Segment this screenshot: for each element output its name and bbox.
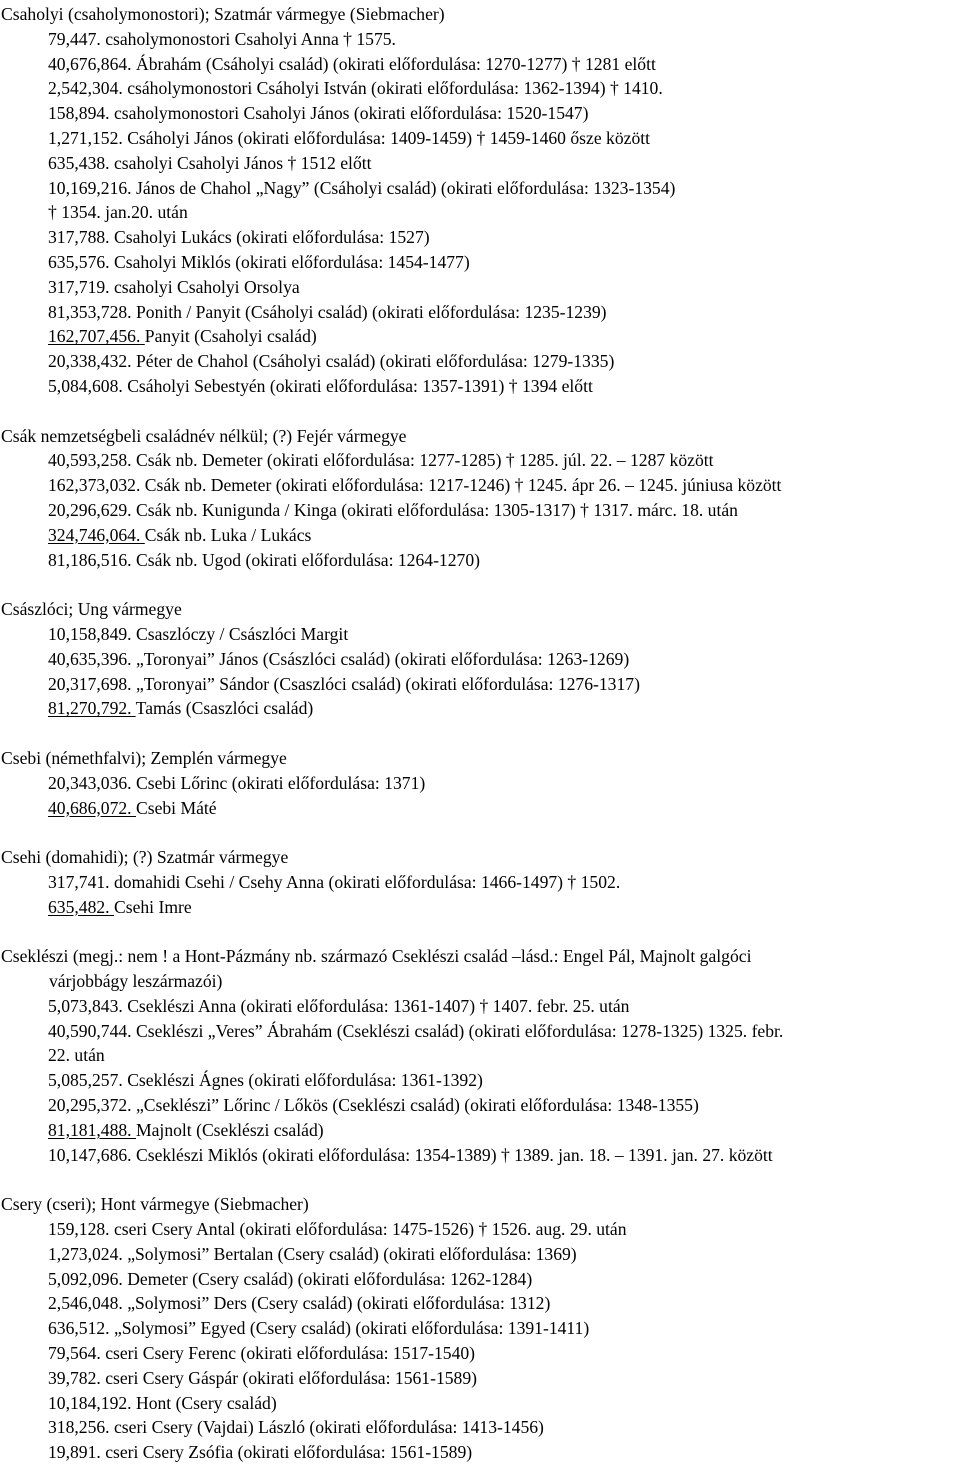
entry-lead <box>48 1417 114 1437</box>
ancestor-entry <box>0 523 960 548</box>
ancestor-number: 40,590,744. <box>48 1020 132 1041</box>
ancestor-number: 81,270,792. <box>48 698 132 719</box>
ancestor-number: 40,676,864. <box>48 53 132 74</box>
ancestor-text: Csebi Máté <box>135 797 217 818</box>
ancestor-entry <box>0 349 960 374</box>
entry-lead <box>48 351 136 371</box>
entry-lead <box>48 1070 127 1090</box>
ancestor-entry <box>0 448 960 473</box>
ancestor-number: 159,128. <box>48 1219 110 1240</box>
ancestor-number: 79,564. <box>48 1343 101 1364</box>
ancestor-number: 2,546,048. <box>48 1293 123 1314</box>
ancestor-number: 20,343,036. <box>48 772 132 793</box>
ancestor-text: Majnolt (Cseklészi család) <box>135 1119 324 1140</box>
family-section <box>0 424 960 573</box>
ancestor-text: Ábrahám (Csáholyi család) (okirati előfordulása: 1270-1277) † 1281 előtt <box>135 53 656 74</box>
entry-lead <box>48 1244 127 1264</box>
family-heading-text: Csebi (némethfalvi); Zemplén vármegye <box>1 747 287 768</box>
ancestor-text: Péter de Chahol (Csáholyi család) (okirati előfordulása: 1279-1335) <box>135 351 615 372</box>
ancestor-entry <box>0 548 960 573</box>
family-section <box>0 2 960 399</box>
ancestor-text: „Cseklészi” Lőrinc / Lőkös (Cseklészi család) (okirati előfordulása: 1348-1355) <box>135 1095 699 1116</box>
ancestor-text: cseri Csery Gáspár (okirati előfordulása: 1561-1589) <box>105 1367 477 1388</box>
entry-lead <box>48 872 114 892</box>
ancestor-entry <box>0 1019 960 1069</box>
entry-lead <box>48 54 136 74</box>
ancestor-text: Csaszlóczy / Császlóci Margit <box>135 623 349 644</box>
ancestor-entry <box>0 870 960 895</box>
entry-lead <box>48 624 136 644</box>
ancestor-number: 5,073,843. <box>48 995 123 1016</box>
entry-lead <box>48 674 136 694</box>
entry-lead <box>48 1120 136 1140</box>
entry-lead <box>48 1269 127 1289</box>
entry-lead <box>48 1145 136 1165</box>
ancestor-entry <box>0 300 960 325</box>
ancestor-number: 79,447. <box>48 28 101 49</box>
ancestor-text: Cseklészi Ágnes (okirati előfordulása: 1361-1392) <box>127 1070 483 1091</box>
ancestor-entry <box>0 1093 960 1118</box>
ancestor-text: „Toronyai” János (Császlóci család) (okirati előfordulása: 1263-1269) <box>135 648 630 669</box>
ancestor-text: Csáholyi János (okirati előfordulása: 1409-1459) † 1459-1460 ősze között <box>127 127 651 148</box>
ancestor-text: Csák nb. Ugod (okirati előfordulása: 1264-1270) <box>135 549 480 570</box>
ancestor-text-continuation: 22. után <box>48 1045 105 1066</box>
ancestor-text: Ponith / Panyit (Csáholyi család) (okirati előfordulása: 1235-1239) <box>135 301 607 322</box>
entry-lead <box>48 302 136 322</box>
ancestor-entry <box>0 895 960 920</box>
ancestor-text: cseri Csery Antal (okirati előfordulása: 1475-1526) † 1526. aug. 29. után <box>113 1219 627 1240</box>
ancestor-entry <box>0 250 960 275</box>
ancestor-entry <box>0 101 960 126</box>
ancestor-number: 19,891. <box>48 1442 101 1463</box>
entry-lead <box>48 698 136 718</box>
entry-lead <box>48 1021 136 1041</box>
entry-lead <box>48 525 145 545</box>
ancestor-entry <box>0 1217 960 1242</box>
family-heading <box>0 424 960 449</box>
ancestor-text: csáholymonostori Csáholyi István (okirati előfordulása: 1362-1394) † 1410. <box>127 78 663 99</box>
ancestor-number: 162,707,456. <box>48 326 141 347</box>
ancestor-number: 5,085,257. <box>48 1070 123 1091</box>
ancestor-text: Cseklészi „Veres” Ábrahám (Cseklészi család) (okirati előfordulása: 1278-1325) 1325. febr. <box>135 1020 784 1041</box>
entry-lead <box>48 996 127 1016</box>
ancestor-text: „Solymosi” Bertalan (Csery család) (okirati előfordulása: 1369) <box>127 1243 577 1264</box>
ancestor-entry <box>0 1068 960 1093</box>
family-heading-text: Csák nemzetségbeli családnév nélkül; (?) Fejér vármegye <box>1 425 407 446</box>
ancestor-entry <box>0 151 960 176</box>
ancestor-entry <box>0 672 960 697</box>
entry-lead <box>48 798 136 818</box>
entry-lead <box>48 1293 127 1313</box>
ancestor-text: Hont (Csery család) <box>135 1392 277 1413</box>
ancestor-entry <box>0 1341 960 1366</box>
entry-lead <box>48 773 136 793</box>
ancestor-entry <box>0 498 960 523</box>
ancestor-entry <box>0 696 960 721</box>
entry-lead <box>48 1343 105 1363</box>
ancestor-entry <box>0 1143 960 1168</box>
ancestor-number: 317,788. <box>48 227 110 248</box>
entry-lead <box>48 103 114 123</box>
ancestor-number: 635,482. <box>48 896 110 917</box>
family-heading <box>0 845 960 870</box>
ancestor-text: csaholyi Csaholyi Orsolya <box>113 276 300 297</box>
ancestor-entry <box>0 994 960 1019</box>
family-section <box>0 845 960 919</box>
ancestor-entry <box>0 27 960 52</box>
ancestor-entry <box>0 1118 960 1143</box>
entry-lead <box>48 1368 105 1388</box>
ancestor-number: 39,782. <box>48 1367 101 1388</box>
ancestor-number: 20,317,698. <box>48 673 132 694</box>
ancestor-text: Csehi Imre <box>113 896 192 917</box>
ancestor-entry <box>0 76 960 101</box>
entry-lead <box>48 78 127 98</box>
ancestor-number: 20,338,432. <box>48 351 132 372</box>
ancestor-entry <box>0 1316 960 1341</box>
ancestor-number: 324,746,064. <box>48 524 141 545</box>
ancestor-number: 81,353,728. <box>48 301 132 322</box>
ancestor-number: 2,542,304. <box>48 78 123 99</box>
entry-lead <box>48 475 145 495</box>
family-heading-text: Csaholyi (csaholymonostori); Szatmár vármegye (Siebmacher) <box>1 4 445 24</box>
family-heading <box>0 746 960 771</box>
entry-lead <box>48 128 127 148</box>
ancestor-number: 10,147,686. <box>48 1144 132 1165</box>
ancestor-entry <box>0 771 960 796</box>
ancestor-number: 317,741. <box>48 871 110 892</box>
ancestor-text: János de Chahol „Nagy” (Csáholyi család) (okirati előfordulása: 1323-1354) <box>135 177 676 198</box>
family-heading-text: Csery (cseri); Hont vármegye (Siebmacher) <box>1 1194 309 1215</box>
entry-lead <box>48 1219 114 1239</box>
ancestor-number: 10,158,849. <box>48 623 132 644</box>
family-heading-text: Császlóci; Ung vármegye <box>1 599 182 620</box>
family-heading <box>0 597 960 622</box>
ancestor-entry <box>0 324 960 349</box>
entry-lead <box>48 897 114 917</box>
ancestor-entry <box>0 176 960 226</box>
ancestor-text: domahidi Csehi / Csehy Anna (okirati előfordulása: 1466-1497) † 1502. <box>113 871 621 892</box>
ancestor-text: Csaholyi Lukács (okirati előfordulása: 1527) <box>113 227 430 248</box>
ancestor-text: Demeter (Csery család) (okirati előfordulása: 1262-1284) <box>127 1268 533 1289</box>
entry-lead <box>48 277 114 297</box>
ancestor-number: 40,635,396. <box>48 648 132 669</box>
ancestor-number: 5,092,096. <box>48 1268 123 1289</box>
ancestor-text: csaholymonostori Csaholyi János (okirati előfordulása: 1520-1547) <box>113 103 589 124</box>
ancestor-number: 1,271,152. <box>48 127 123 148</box>
ancestor-number: 1,273,024. <box>48 1243 123 1264</box>
entry-lead <box>48 1442 105 1462</box>
ancestor-text: Tamás (Csaszlóci család) <box>135 698 314 719</box>
ancestor-entry <box>0 374 960 399</box>
entry-lead <box>48 1318 114 1338</box>
ancestor-entry <box>0 126 960 151</box>
ancestor-text: Csák nb. Luka / Lukács <box>144 524 312 545</box>
ancestor-text: Csebi Lőrinc (okirati előfordulása: 1371) <box>135 772 426 793</box>
ancestor-entry <box>0 275 960 300</box>
ancestor-text: Csaholyi Miklós (okirati előfordulása: 1454-1477) <box>113 251 470 272</box>
entry-lead <box>48 153 114 173</box>
ancestor-text: Csáholyi Sebestyén (okirati előfordulása: 1357-1391) † 1394 előtt <box>127 375 593 396</box>
ancestor-text: Csák nb. Demeter (okirati előfordulása: 1217-1246) † 1245. ápr 26. – 1245. júniusa között <box>144 475 782 496</box>
ancestor-number: 5,084,608. <box>48 375 123 396</box>
ancestor-number: 81,181,488. <box>48 1119 132 1140</box>
ancestor-number: 20,296,629. <box>48 499 132 520</box>
ancestor-text: csaholyi Csaholyi János † 1512 előtt <box>113 152 372 173</box>
entry-lead <box>48 252 114 272</box>
ancestor-entry <box>0 1415 960 1440</box>
entry-lead <box>48 1095 136 1115</box>
ancestor-number: 318,256. <box>48 1417 110 1438</box>
entry-lead <box>48 178 136 198</box>
ancestor-number: 158,894. <box>48 103 110 124</box>
ancestor-entry <box>0 225 960 250</box>
ancestor-entry <box>0 52 960 77</box>
ancestor-text: „Solymosi” Ders (Csery család) (okirati előfordulása: 1312) <box>127 1293 551 1314</box>
ancestor-number: 636,512. <box>48 1318 110 1339</box>
family-section <box>0 944 960 1167</box>
ancestor-text: „Solymosi” Egyed (Csery család) (okirati előfordulása: 1391-1411) <box>113 1318 590 1339</box>
entry-lead <box>48 500 136 520</box>
entry-lead <box>48 649 136 669</box>
ancestor-text-continuation: † 1354. jan.20. után <box>48 202 188 223</box>
ancestor-number: 10,169,216. <box>48 177 132 198</box>
ancestor-text: csaholymonostori Csaholyi Anna † 1575. <box>105 28 396 49</box>
ancestor-text: cseri Csery (Vajdai) László (okirati előfordulása: 1413-1456) <box>113 1417 544 1438</box>
entry-lead <box>48 450 136 470</box>
entry-lead <box>48 550 136 570</box>
ancestor-text: Cseklészi Miklós (okirati előfordulása: 1354-1389) † 1389. jan. 18. – 1391. jan. 27. között <box>135 1144 773 1165</box>
ancestor-number: 635,438. <box>48 152 110 173</box>
ancestor-entry <box>0 647 960 672</box>
ancestor-entry <box>0 473 960 498</box>
ancestor-number: 81,186,516. <box>48 549 132 570</box>
ancestor-text: Csák nb. Demeter (okirati előfordulása: 1277-1285) † 1285. júl. 22. – 1287 között <box>135 450 714 471</box>
ancestor-number: 635,576. <box>48 251 110 272</box>
ancestor-text: „Toronyai” Sándor (Csaszlóci család) (okirati előfordulása: 1276-1317) <box>135 673 640 694</box>
family-heading-text: Cseklészi (megj.: nem ! a Hont-Pázmány nb. származó Cseklészi család –lásd.: Engel Pál, Majnolt galgóci <box>1 946 752 967</box>
ancestor-number: 20,295,372. <box>48 1095 132 1116</box>
family-section <box>0 597 960 721</box>
ancestor-number: 317,719. <box>48 276 110 297</box>
entry-lead <box>48 29 105 49</box>
ancestor-number: 162,373,032. <box>48 475 141 496</box>
family-heading-continuation: várjobbágy leszármazói) <box>49 971 223 992</box>
entry-lead <box>48 227 114 247</box>
family-heading <box>0 2 960 27</box>
family-section <box>0 746 960 820</box>
ancestor-entry <box>0 1242 960 1267</box>
ancestor-text: cseri Csery Zsófia (okirati előfordulása: 1561-1589) <box>105 1442 473 1463</box>
ancestor-entry <box>0 1267 960 1292</box>
family-heading <box>0 944 960 994</box>
ancestor-number: 40,593,258. <box>48 450 132 471</box>
ancestor-entry <box>0 622 960 647</box>
ancestor-text: Panyit (Csaholyi család) <box>144 326 317 347</box>
ancestor-entry <box>0 1366 960 1391</box>
entry-lead <box>48 376 127 396</box>
ancestor-entry <box>0 1440 960 1465</box>
ancestor-number: 10,184,192. <box>48 1392 132 1413</box>
ancestor-text: cseri Csery Ferenc (okirati előfordulása: 1517-1540) <box>105 1343 476 1364</box>
family-section <box>0 1192 960 1465</box>
ancestor-entry <box>0 1391 960 1416</box>
ancestor-text: Cseklészi Anna (okirati előfordulása: 1361-1407) † 1407. febr. 25. után <box>127 995 630 1016</box>
entry-lead <box>48 326 145 346</box>
entry-lead <box>48 1393 136 1413</box>
ancestor-entry <box>0 796 960 821</box>
ancestor-text: Csák nb. Kunigunda / Kinga (okirati előfordulása: 1305-1317) † 1317. márc. 18. után <box>135 499 738 520</box>
ancestor-entry <box>0 1291 960 1316</box>
family-heading-text: Csehi (domahidi); (?) Szatmár vármegye <box>1 847 289 868</box>
family-heading <box>0 1192 960 1217</box>
ancestor-number: 40,686,072. <box>48 797 132 818</box>
